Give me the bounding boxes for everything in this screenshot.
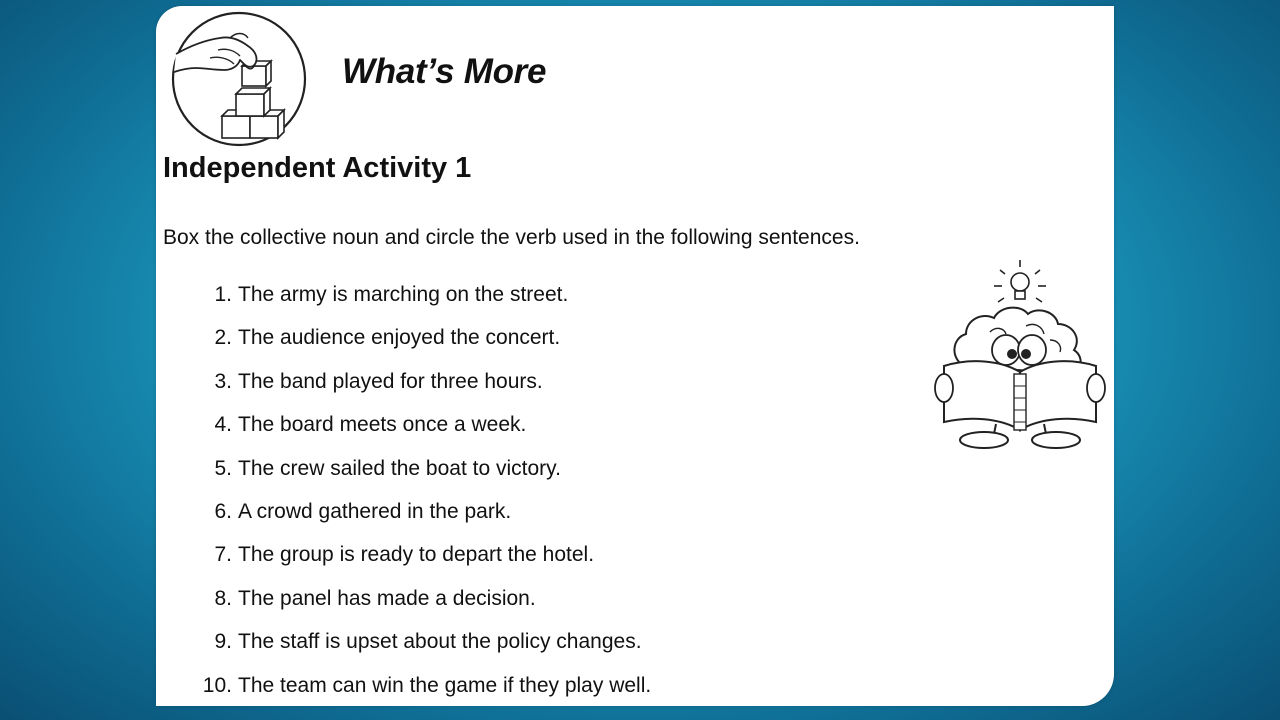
item-number: 7. [214,543,232,567]
brain-reading-book-icon [930,254,1110,450]
instructions-text: Box the collective noun and circle the verb used in the following sentences. [163,226,860,249]
list-item [196,283,651,326]
list-item [196,370,651,413]
item-number: 8. [214,586,232,610]
hand-stacking-blocks-icon [170,10,308,148]
item-sentence: The staff is upset about the policy changes. [238,630,642,654]
list-item [196,587,651,630]
item-sentence: The army is marching on the street. [238,283,569,306]
item-number: 6. [214,499,232,523]
item-number: 4. [214,413,232,437]
sentence-list [196,283,651,706]
list-item [196,630,651,673]
item-sentence: The team can win the game if they play well. [238,673,652,697]
item-sentence: The band played for three hours. [238,369,543,393]
list-item [196,674,651,706]
list-item [196,543,651,586]
item-sentence: The group is ready to depart the hotel. [238,543,595,567]
item-number: 9. [214,630,232,654]
page-title: What’s More [342,52,547,91]
item-sentence: The crew sailed the boat to victory. [238,456,561,480]
activity-title: Independent Activity 1 [163,152,472,184]
item-number: 10. [202,673,232,697]
item-number: 1. [214,283,232,306]
item-sentence: A crowd gathered in the park. [238,499,512,523]
list-item [196,326,651,369]
list-item [196,500,651,543]
item-number: 2. [214,326,232,350]
item-sentence: The audience enjoyed the concert. [238,326,561,350]
list-item [196,413,651,456]
list-item [196,457,651,500]
item-sentence: The board meets once a week. [238,413,527,437]
slide-page [156,6,1114,706]
item-sentence: The panel has made a decision. [238,586,536,610]
item-number: 5. [214,456,232,480]
item-number: 3. [214,369,232,393]
